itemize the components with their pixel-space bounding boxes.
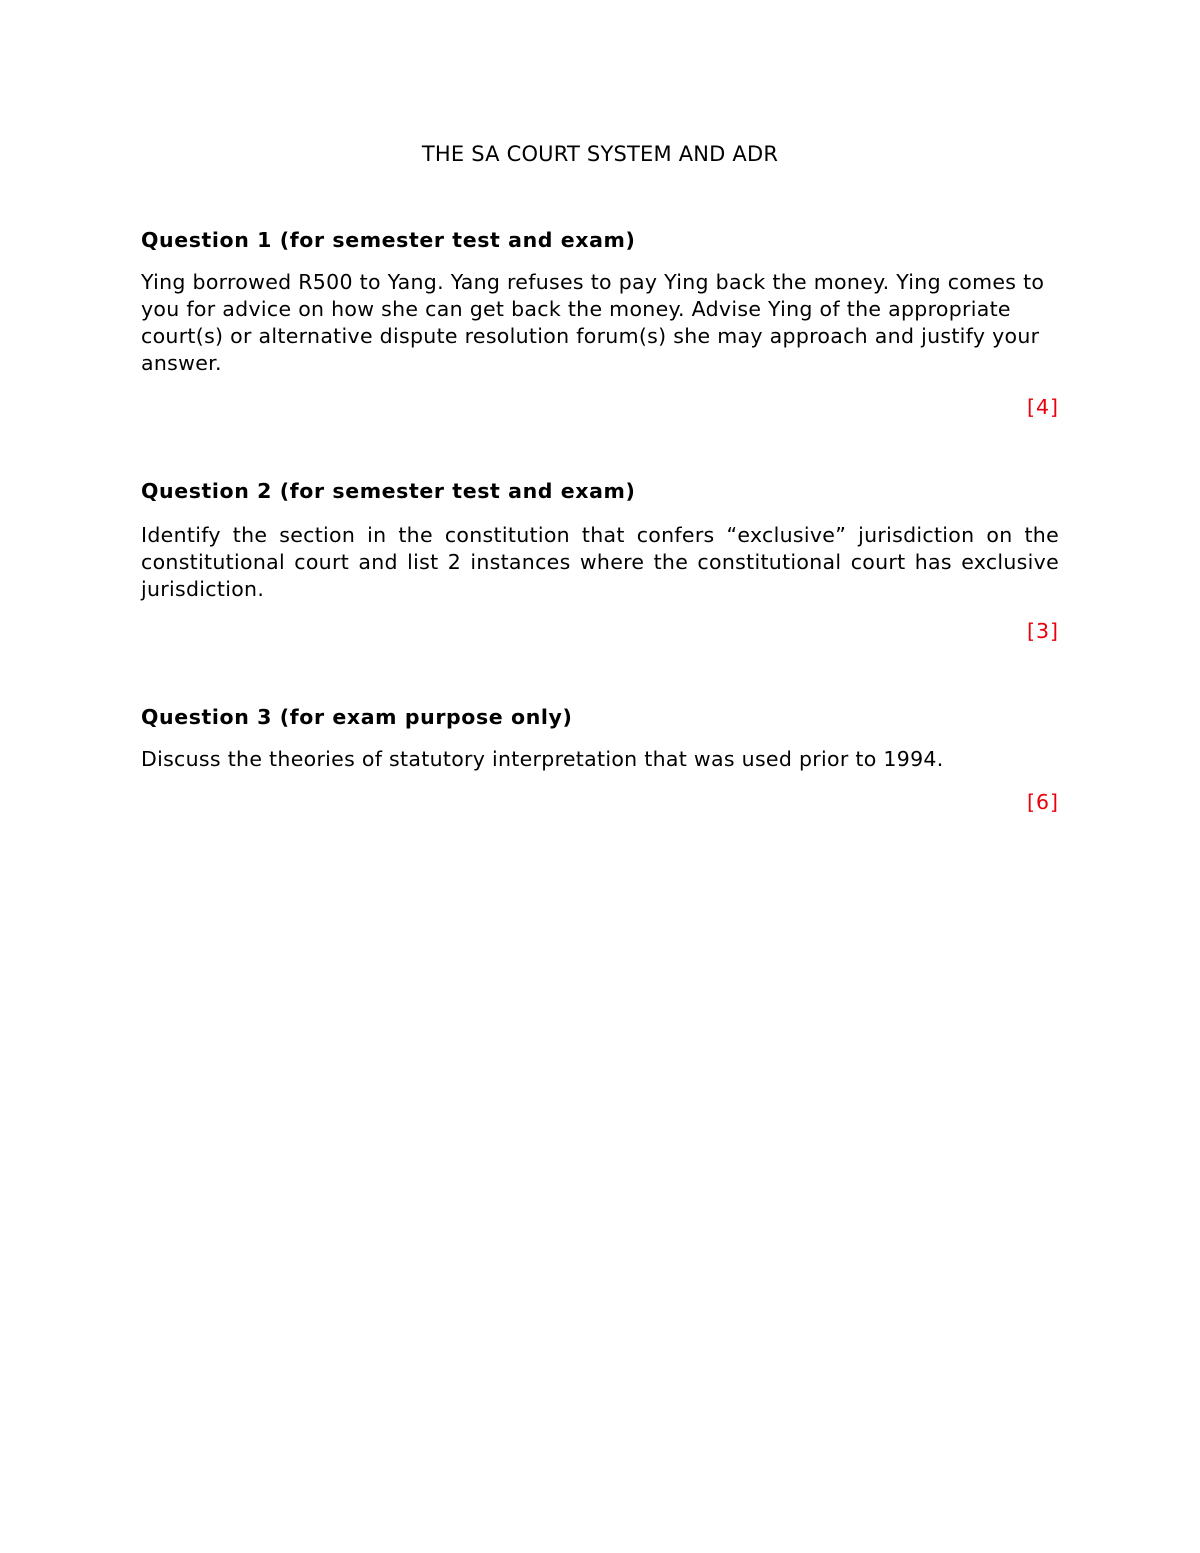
question-1-heading: Question 1 (for semester test and exam)	[141, 228, 636, 252]
question-2-heading: Question 2 (for semester test and exam)	[141, 479, 636, 503]
question-1-marks: [4]	[1026, 395, 1059, 419]
question-3-body: Discuss the theories of statutory interpretation that was used prior to 1994.	[141, 747, 944, 771]
question-3-heading: Question 3 (for exam purpose only)	[141, 705, 573, 729]
question-1-body: Ying borrowed R500 to Yang. Yang refuses to pay Ying back the money. Ying comes to you for advice on how she can get back the money. Advise Ying of the appropriate court(s) or alternative dispute resolution forum(s) she may approach and justify your answer.	[141, 270, 1045, 375]
question-2-marks: [3]	[1026, 619, 1059, 643]
question-3-marks: [6]	[1026, 790, 1059, 814]
document-title: THE SA COURT SYSTEM AND ADR	[421, 142, 779, 166]
question-2-body: Identify the section in the constitution that confers “exclusive” jurisdiction on the constitutional court and list 2 instances where the constitutional court has exclusive jurisdiction.	[141, 523, 1059, 601]
